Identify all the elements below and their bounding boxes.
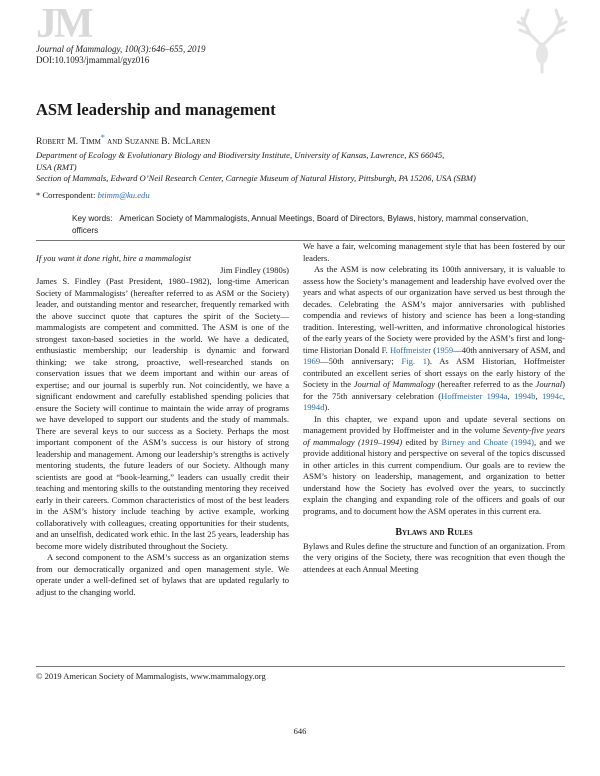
page-number: 646 [293,726,307,736]
paragraph-1: James S. Findley (Past President, 1980–1982), long-time American Society of Mammalogists’ (hereafter referred to as ASM or the Society) leader, and outstanding mentor and researcher, frequently remarked with the above succinct quote that captures the spirit of the Society—mammalogists are competent and committed. The ASM is one of the strongest taxon-based societies in the world. We have a dedicated, enthusiastic membership; our leadership is dynamic and forward thinking; we take strong, proactive, well-researched stands on conservation issues that we deem important and within our areas of expertise; and our journal is superbly run. Not coincidently, we have a significant endowment and carefully established spending policies that ensure the Society will continue to maintain the wide array of programs we have developed to support our students and the study of mammals. There are several keys to our success as a Society. Perhaps the most important component of the ASM’s success is our history of strong leadership and management. Among our leadership’s strengths is actively mentoring students, the future leaders of our Society. Although many scientists are good at “book-learning,” leaders can usually credit their teaching and mentoring skills to the outstanding mentoring they received early in their careers. Common characteristics of most of the best leaders in the ASM’s history include teaching by active example, working collaboratively with colleagues, creating opportunities for their students, and an unselfish, dedicated work ethic. In the last 25 years, leadership has become more widely distributed throughout the Society. [36,276,289,551]
ref-hoffmeister[interactable]: Hoffmeister [389,344,432,355]
authors [36,133,210,147]
text-segment: ) for the 75th anniversary celebration ( [303,379,565,401]
text-segment: (hereafter referred to as the [435,379,536,390]
affiliation-1-line-2: USA (RMT) [36,161,77,172]
ref-1959[interactable]: 1959 [436,344,454,355]
author-1[interactable]: Robert M. Timm [36,137,101,148]
ref-1994d[interactable]: 1994d [303,402,325,413]
correspondent-mark[interactable]: * [100,133,105,142]
right-paragraph-3: Bylaws and Rules define the structure and function of an organization. From the very origins of the Society, there was recognition that even though the attendees at each Annual Meeting [303,540,565,574]
doi[interactable]: DOI:10.1093/jmammal/gyz016 [36,55,150,65]
section-heading: Bylaws and Rules [395,527,473,539]
left-column [36,253,289,598]
footer-divider [36,666,565,667]
epigraph-source: Jim Findley (1980s) [220,264,289,275]
correspondent-email[interactable]: btimm@ku.edu [97,190,150,200]
text-segment: , [535,390,542,401]
text-segment: , and we provide additional history and perspective on several of the topics discussed in other articles in this current compendium. Our goals are to review the ASM’s history on leadership, management, and organization to better understand how the Society has evolved over the years, to succinctly explain the changing and expanding role of the officers and goals of our programs, and to document how the ASM operates in this current era. [303,436,565,516]
author-2[interactable]: Suzanne B. McLaren [124,137,211,148]
ref-1994b[interactable]: 1994b [514,390,536,401]
text-segment: As the ASM is now celebrating its 100th anniversary, it is valuable to assess how the Society’s management and leadership have evolved over the years and what aspects of our organization have served us best through the decades. Celebrating the ASM’s major anniversaries with published compendia and reviews of history and science has been a long-standing tradition. Interesting, well-written, and informative chronological histories of the early years of the Society were provided by the ASM’s first and long-time Historian Donald F. [303,264,565,355]
keywords [72,213,572,236]
ref-fig-1[interactable]: Fig. 1 [401,356,428,367]
ref-birney-choate[interactable]: Birney and Choate (1994) [441,436,534,447]
text-segment: ). As ASM Historian, Hoffmeister contributed an excellent series of short essays on the early history of the Society in the [303,356,566,390]
right-paragraph-0: We have a fair, welcoming management style that has been fostered by our leaders. [303,241,565,263]
journal-citation [36,44,205,66]
authors-and: and [104,137,125,148]
journal-logo: JM [36,1,91,47]
affiliation-1-line-1: Department of Ecology & Evolutionary Biology and Biodiversity Institute, University of Kansas, Lawrence, KS 66045, [36,150,445,160]
copyright: © 2019 American Society of Mammalogists, www.mammalogy.org [36,671,266,681]
text-segment: , [562,390,565,401]
journal-name: Journal of Mammalogy [353,379,436,390]
article-title: ASM leadership and management [36,100,276,119]
epigraph: If you want it done right, hire a mammalogist [36,253,192,263]
affiliation-1 [36,150,576,173]
journal-short: Journal [535,379,563,390]
text-segment: —50th anniversary; [320,356,402,367]
correspondent [36,190,576,202]
right-paragraph-2 [303,414,565,518]
journal-line: Journal of Mammalogy, 100(3):646–655, 2019 [36,44,206,54]
ref-1994c[interactable]: 1994c [541,390,563,401]
paragraph-2: A second component to the ASM’s success as an organization stems from our democratically organized and open management style. We operate under a well-defined set of bylaws that are updated regularly to adjust to the changing world. [36,552,289,597]
keywords-line-2: officers [72,225,99,235]
book-title: Seventy-five years of mammalogy (1919–1994) [303,425,565,447]
ref-1969[interactable]: 1969 [303,356,321,367]
text-segment: ). [324,402,330,413]
ref-1994a[interactable]: Hoffmeister 1994a [441,390,508,401]
text-segment: ( [431,344,437,355]
keywords-line-1: American Society of Mammalogists, Annual Meetings, Board of Directors, Bylaws, history, mammal conservation, [119,214,529,223]
correspondent-label: * Correspondent: [36,190,98,200]
keywords-label: Key words: [72,214,113,223]
right-paragraph-1 [303,264,565,414]
text-segment: In this chapter, we expand upon and update several sections on management provided by Hoffmeister and in the volume [303,413,565,436]
text-segment: edited by [402,436,442,447]
text-segment: —40th anniversary of ASM, and [453,344,565,355]
text-segment: , [507,390,515,401]
affiliation-2: Section of Mammals, Edward O’Neil Research Center, Carnegie Museum of Natural History, Pittsburgh, PA 15206, USA (SBM) [36,173,476,183]
deer-antler-logo-icon [512,4,572,74]
right-column [303,241,565,575]
